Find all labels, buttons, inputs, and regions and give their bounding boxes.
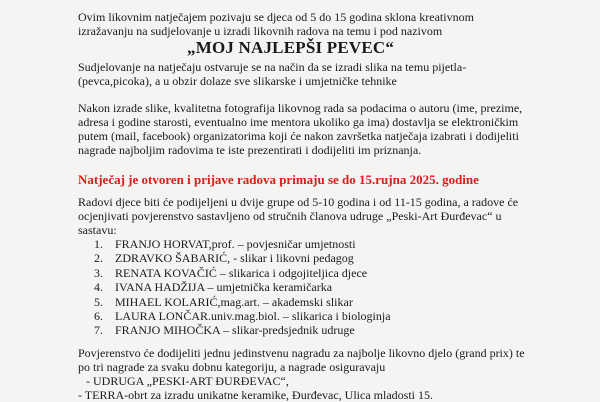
list-number: 2. <box>94 251 103 266</box>
list-item <box>94 280 391 294</box>
list-item <box>94 251 391 265</box>
groups-line-3: sastavu: <box>78 223 117 237</box>
list-item <box>94 295 391 309</box>
list-item <box>94 323 391 337</box>
sponsor-line-2: - TERRA-obrt za izradu unikatne keramike, Đurđevac, Ulica mladosti 15. <box>78 388 433 402</box>
submission-line-4: nagrade najboljim radovima te iste prezentirati i dodijeliti im priznanja. <box>78 143 422 157</box>
list-number: 6. <box>94 309 103 324</box>
list-item <box>94 237 391 251</box>
groups-line-1: Radovi djece biti će podijeljeni u dvije grupe od 5-10 godina i od 11-15 godina, a radove će <box>78 195 519 209</box>
list-number: 4. <box>94 280 103 295</box>
award-line-1: Povjerenstvo će dodijeliti jednu jedinstvenu nagradu za najbolje likovno djelo (grand prix) te <box>78 346 525 360</box>
jury-member: IVANA HADŽIJA – umjetnička keramičarka <box>115 280 333 295</box>
jury-member: FRANJO HORVAT,prof. – povjesničar umjetnosti <box>115 237 356 251</box>
list-item <box>94 266 391 280</box>
jury-member: LAURA LONČAR.univ.mag.biol. – slikarica i biologinja <box>115 309 391 324</box>
award-line-2: po tri nagrade za svaku dobnu kategoriju, a nagrade osiguravaju <box>78 360 386 374</box>
list-item <box>94 309 391 323</box>
jury-member: RENATA KOVAČIĆ – slikarica i odgojiteljica djece <box>115 265 368 280</box>
participation-line-2: (pevca,picoka), a u obzir dolaze sve slikarske i umjetničke tehnike <box>78 74 397 88</box>
list-number: 5. <box>94 294 103 309</box>
jury-list <box>94 237 391 338</box>
intro-line-1: Ovim likovnim natječajem pozivaju se djeca od 5 do 15 godina sklona kreativnom <box>78 10 474 24</box>
intro-line-2: izražavanju na sudjelovanje u izradi likovnih radova na temu i pod nazivom <box>78 24 443 38</box>
competition-title: „MOJ NAJLEPŠI PEVEC“ <box>187 38 395 57</box>
groups-line-2: ocjenjivati povjerenstvo sastavljeno od stručnih članova udruge „Peski-Art Đurđevac“ u <box>78 209 502 223</box>
jury-member: MIHAEL KOLARIĆ,mag.art. – akademski slikar <box>115 294 353 309</box>
jury-member: FRANJO MIHOČKA – slikar-predsjednik udruge <box>115 323 355 338</box>
submission-line-1: Nakon izrade slike, kvalitetna fotografija likovnog rada sa podacima o autoru (ime, prezime, <box>78 101 523 115</box>
submission-line-3: putem (mail, facebook) organizatorima koji će nakon završetka natječaja izabrati i dodijeliti <box>78 129 519 143</box>
sponsor-line-1: - UDRUGA „PESKI-ART ĐURĐEVAC“, <box>86 374 289 388</box>
jury-member: ZDRAVKO ŠABARIĆ, - slikar i likovni pedagog <box>115 251 354 266</box>
submission-line-2: adresa i godine starosti, eventualno ime mentora ukoliko ga ima) dostavlja se elektroničkim <box>78 115 519 129</box>
participation-line-1: Sudjelovanje na natječaju ostvaruje se na način da se izradi slika na temu pijetla- <box>78 60 467 74</box>
list-number: 1. <box>94 237 103 251</box>
list-number: 3. <box>94 265 103 280</box>
deadline-notice: Natječaj je otvoren i prijave radova primaju se do 15.rujna 2025. godine <box>78 172 479 187</box>
list-number: 7. <box>94 323 103 338</box>
